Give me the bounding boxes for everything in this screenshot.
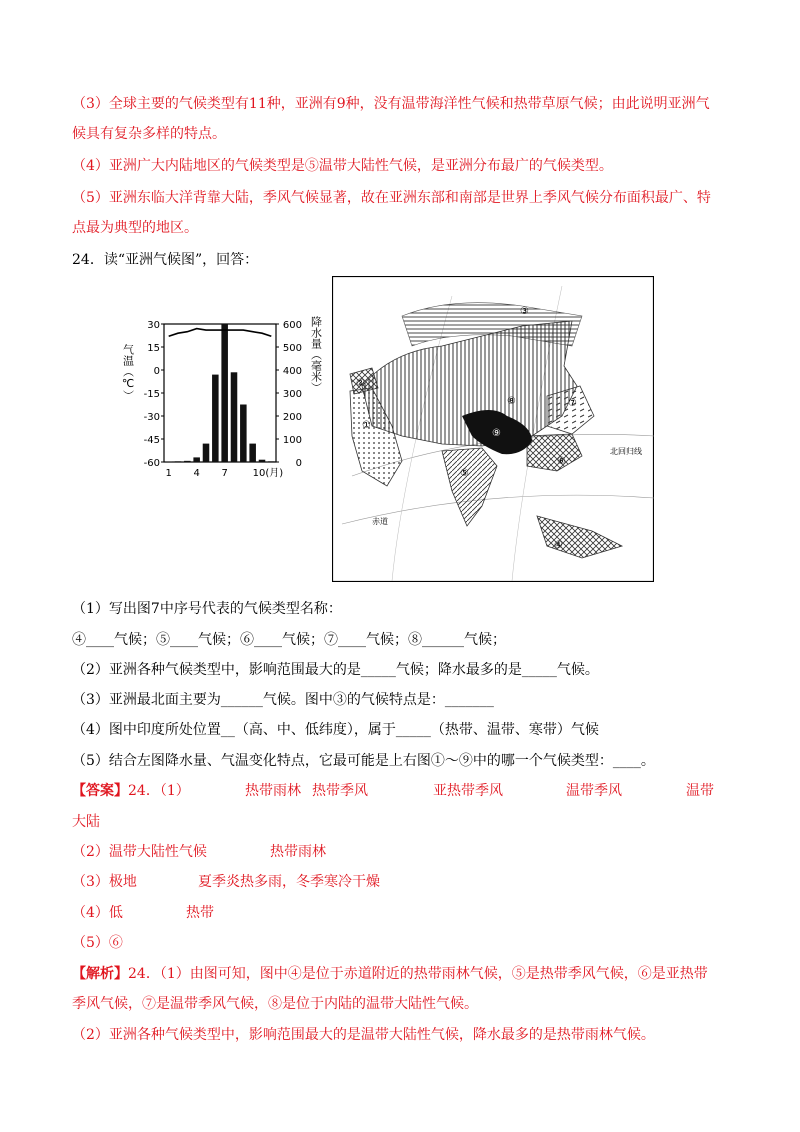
answer-line4 <box>72 903 214 923</box>
temp-axis-label: 气温（℃） <box>121 344 135 401</box>
analysis-label: 【解析】 <box>72 966 128 982</box>
precip-bar <box>231 372 238 462</box>
answer-3-1: 极地 <box>108 874 137 890</box>
answer-1-3: 亚热带季风 <box>433 783 503 799</box>
answer-label: 【答案】 <box>72 783 128 799</box>
month-tick-label: 4 <box>193 468 200 479</box>
answer-1-5: 温带 <box>686 783 714 799</box>
answer-line1 <box>72 781 714 801</box>
temp-tick-label: 30 <box>147 320 160 331</box>
q1-prompt: （1）写出图7中序号代表的气候类型名称： <box>72 601 342 617</box>
q4: （4）图中印度所处位置__（高、中、低纬度），属于_____（热带、温带、寒带）气候 <box>72 722 599 738</box>
q2: （2）亚洲各种气候类型中，影响范围最大的是_____气候；降水最多的是_____气候。 <box>72 662 599 678</box>
answer-2-prefix: （2） <box>72 844 109 860</box>
prev-p3-line2: 候具有复杂多样的特点。 <box>72 126 226 142</box>
prev-p5-line2: 点最为典型的地区。 <box>72 220 198 236</box>
answer-1-1: 热带雨林 <box>245 783 301 799</box>
answer-line5: （5）⑥ <box>72 935 123 951</box>
answer-4-1: 低 <box>108 905 123 921</box>
label-r2: ② <box>356 378 365 389</box>
answer-4-2: 热带 <box>186 905 214 921</box>
analysis-line3: （2）亚洲各种气候类型中，影响范围最大的是温带大陆性气候，降水最多的是热带雨林气候。 <box>72 1027 655 1043</box>
precip-bar <box>184 461 191 462</box>
analysis-text1: 24．（1）由图可知，图中④是位于赤道附近的热带雨林气候，⑤是热带季风气候，⑥是亚热带 <box>128 966 708 982</box>
label-r9: ⑨ <box>492 428 501 439</box>
label-r8: ⑧ <box>507 396 516 407</box>
q1-blanks: ④____气候；⑤____气候；⑥____气候；⑦____气候；⑧______气候； <box>72 632 506 648</box>
asia-climate-figure <box>118 276 658 584</box>
answer-1-2: 热带季风 <box>312 783 368 799</box>
precip-bar <box>175 461 182 462</box>
temp-tick-label: -15 <box>143 389 160 400</box>
precip-tick-label: 500 <box>282 343 302 354</box>
month-tick-label: 10(月) <box>252 468 284 479</box>
precip-tick-label: 100 <box>282 435 302 446</box>
label-r3: ③ <box>520 306 529 317</box>
label-r5: ⑤ <box>460 468 469 479</box>
answer-1-4: 温带季风 <box>566 783 622 799</box>
label-tropic: 北回归线 <box>610 447 642 456</box>
precip-bar <box>268 461 275 462</box>
answer-2-2: 热带雨林 <box>270 844 326 860</box>
label-r7: ⑦ <box>568 398 577 409</box>
temp-tick-label: -45 <box>143 435 160 446</box>
precip-bar <box>249 444 256 462</box>
precip-tick-label: 600 <box>282 320 302 331</box>
month-tick-label: 7 <box>221 468 228 479</box>
answer-1-cont: 大陆 <box>72 814 100 830</box>
temp-tick-label: 0 <box>153 366 160 377</box>
temp-tick-label: -60 <box>143 458 160 469</box>
question-title: 24．读“亚洲气候图”，回答： <box>72 252 259 268</box>
q3: （3）亚洲最北面主要为______气候。图中③的气候特点是：_______ <box>72 692 494 708</box>
plot-frame <box>164 324 276 462</box>
answer-prefix: 24．（1） <box>128 783 190 799</box>
prev-p4: （4）亚洲广大内陆地区的气候类型是⑤温带大陆性气候，是亚洲分布最广的气候类型。 <box>72 158 613 174</box>
month-tick-label: 1 <box>165 468 172 479</box>
precip-bar <box>240 405 247 463</box>
label-r4: ④ <box>554 540 563 551</box>
temp-tick-label: -30 <box>143 412 160 423</box>
precip-bar <box>203 444 210 462</box>
analysis-line2: 季风气候，⑦是温带季风气候，⑧是位于内陆的温带大陆性气候。 <box>72 996 478 1012</box>
precip-axis-label: 降水量（毫米） <box>309 316 323 393</box>
climograph-chart <box>118 314 328 514</box>
precip-bar <box>212 375 219 462</box>
precip-tick-label: 0 <box>295 458 302 469</box>
prev-p5-line1: （5）亚洲东临大洋背靠大陆，季风气候显著，故在亚洲东部和南部是世界上季风气候分布面积最广、特 <box>72 190 711 206</box>
analysis-line1 <box>72 964 708 984</box>
label-r6: ⑥ <box>557 456 566 467</box>
precip-bar <box>193 457 200 462</box>
precip-tick-label: 300 <box>282 389 302 400</box>
answer-3-2: 夏季炎热多雨，冬季寒冷干燥 <box>198 874 380 890</box>
answer-4-prefix: （4） <box>72 905 109 921</box>
answer-3-prefix: （3） <box>72 874 109 890</box>
temperature-curve <box>169 329 272 337</box>
label-equator: 赤道 <box>372 517 388 526</box>
label-r1: ① <box>362 420 371 431</box>
precip-tick-label: 400 <box>282 366 302 377</box>
prev-p3-line1: （3）全球主要的气候类型有11种，亚洲有9种，没有温带海洋性气候和热带草原气候；由此说明亚洲气 <box>72 96 710 112</box>
answer-line3 <box>72 872 380 892</box>
answer-line2 <box>72 842 326 862</box>
answer-2-1: 温带大陆性气候 <box>108 844 207 860</box>
precip-bar <box>221 324 228 462</box>
precip-tick-label: 200 <box>282 412 302 423</box>
q5: （5）结合左图降水量、气温变化特点，它最可能是上右图①～⑨中的哪一个气候类型：____。 <box>72 753 655 769</box>
temp-tick-label: 15 <box>147 343 160 354</box>
asia-climate-map <box>332 276 654 582</box>
precip-bar <box>259 460 266 462</box>
